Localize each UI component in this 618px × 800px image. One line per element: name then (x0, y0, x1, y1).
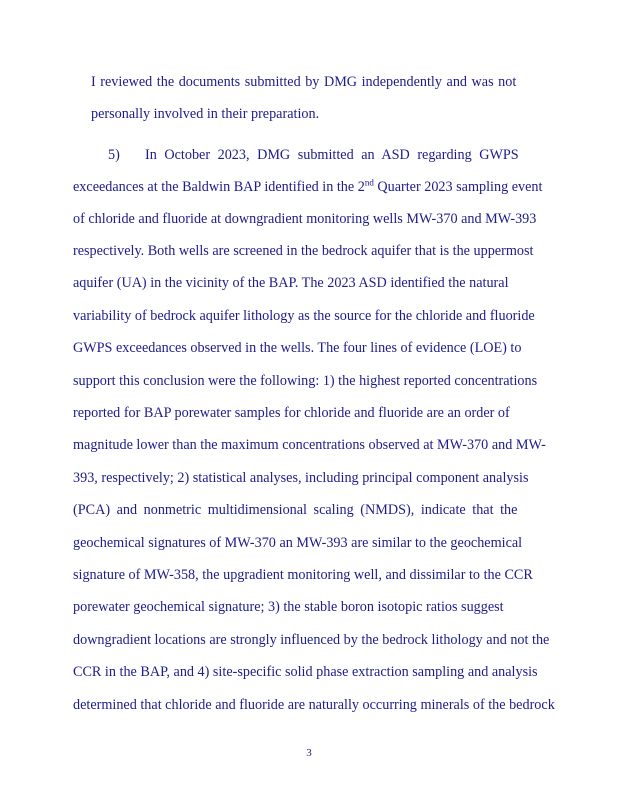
paragraph-2-line: signature of MW-358, the upgradient monitoring well, and dissimilar to the CCR (73, 567, 533, 583)
paragraph-2-line: determined that chloride and fluoride are naturally occurring minerals of the bedrock (73, 697, 555, 713)
paragraph-2-line: CCR in the BAP, and 4) site-specific solid phase extraction sampling and analysis (73, 664, 538, 680)
paragraph-2-line (73, 178, 542, 196)
paragraph-2-line: porewater geochemical signature; 3) the stable boron isotopic ratios suggest (73, 599, 504, 615)
paragraph-2-line: (PCA) and nonmetric multidimensional scaling (NMDS), indicate that the (73, 502, 518, 518)
paragraph-2-text: exceedances at the Baldwin BAP identified in the 2 (73, 179, 365, 195)
paragraph-2-line: respectively. Both wells are screened in the bedrock aquifer that is the uppermost (73, 243, 534, 259)
paragraph-2-text: Quarter 2023 sampling event (373, 179, 543, 195)
paragraph-2-line: In October 2023, DMG submitted an ASD regarding GWPS (145, 147, 519, 163)
paragraph-2-line: downgradient locations are strongly influenced by the bedrock lithology and not the (73, 632, 550, 648)
paragraph-2-line: 393, respectively; 2) statistical analyses, including principal component analysis (73, 470, 529, 486)
paragraph-2-line: GWPS exceedances observed in the wells. The four lines of evidence (LOE) to (73, 340, 522, 356)
paragraph-1-line: personally involved in their preparation. (91, 106, 320, 122)
paragraph-2-line: magnitude lower than the maximum concentrations observed at MW-370 and MW- (73, 437, 546, 453)
paragraph-2-line: variability of bedrock aquifer lithology as the source for the chloride and fluoride (73, 308, 535, 324)
paragraph-number: 5) (108, 147, 120, 163)
ordinal-superscript: nd (364, 177, 374, 188)
paragraph-2-line: geochemical signatures of MW-370 an MW-393 are similar to the geochemical (73, 535, 523, 551)
paragraph-2-line: of chloride and fluoride at downgradient monitoring wells MW-370 and MW-393 (73, 211, 537, 227)
paragraph-2-line: reported for BAP porewater samples for chloride and fluoride are an order of (73, 405, 510, 421)
paragraph-2-line: support this conclusion were the following: 1) the highest reported concentrations (73, 373, 538, 389)
paragraph-1-line: I reviewed the documents submitted by DMG independently and was not (91, 74, 517, 90)
page-number: 3 (306, 747, 312, 759)
paragraph-2-line: aquifer (UA) in the vicinity of the BAP. The 2023 ASD identified the natural (73, 275, 509, 291)
